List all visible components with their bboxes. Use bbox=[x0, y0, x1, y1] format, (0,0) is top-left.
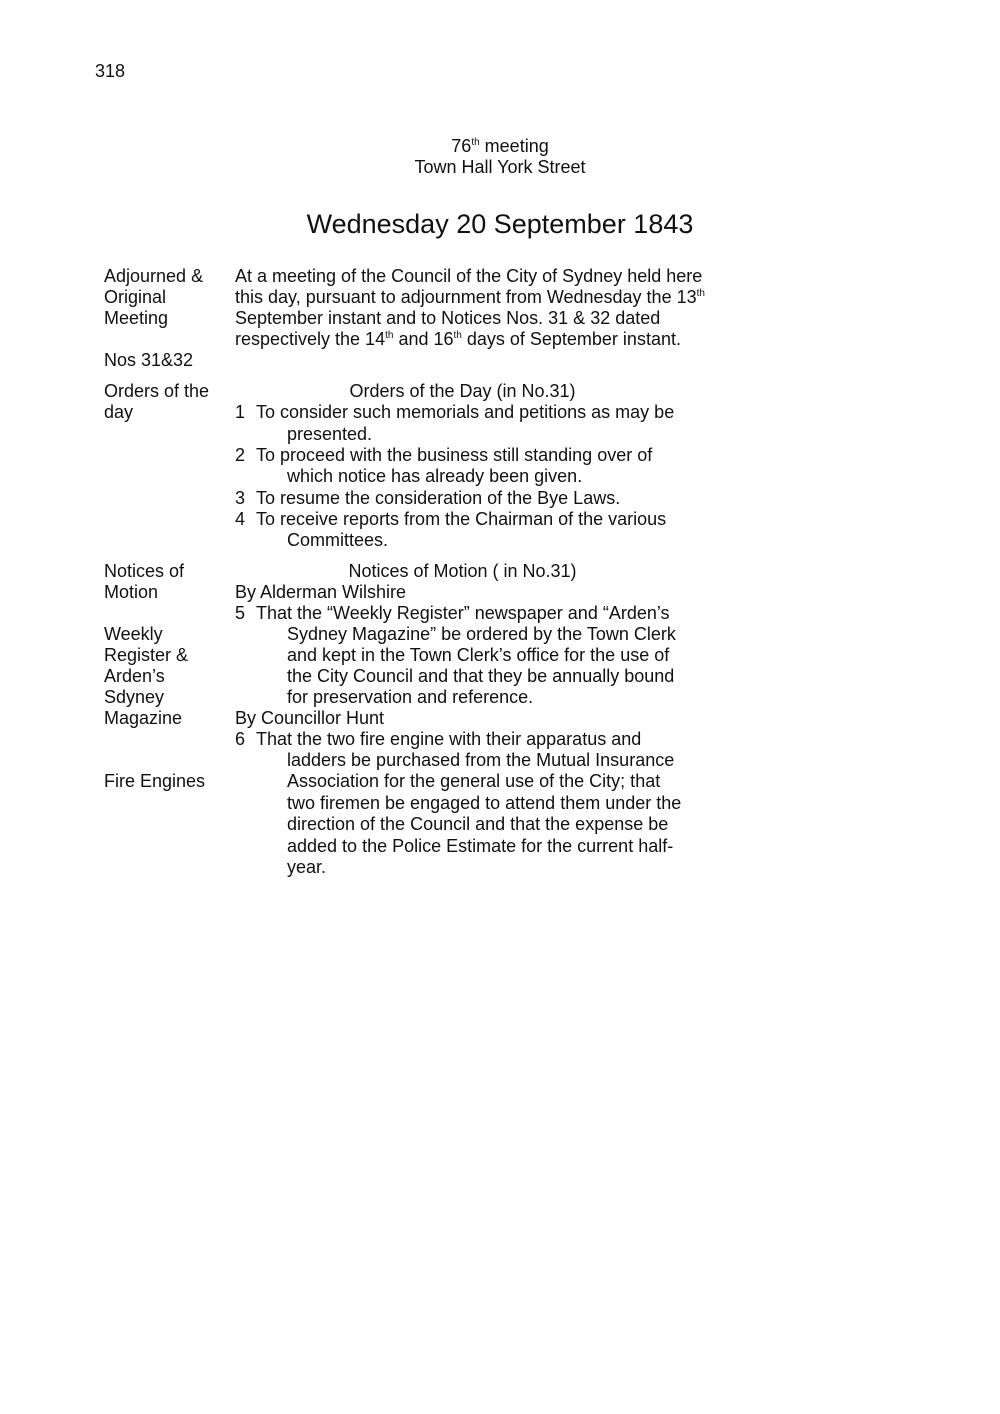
intro-line-3: September instant and to Notices Nos. 31 & 32 dated bbox=[235, 308, 661, 328]
margin-note-fire-engines: Fire Engines bbox=[104, 771, 206, 791]
page-number: 318 bbox=[95, 61, 126, 81]
margin-note-original: Original bbox=[104, 287, 167, 307]
margin-note-ardens: Arden’s bbox=[104, 666, 165, 686]
notice-6-number: 6 bbox=[235, 729, 246, 749]
margin-note-weekly: Weekly bbox=[104, 624, 163, 644]
notice-6-line-4: two firemen be engaged to attend them under the bbox=[287, 793, 682, 813]
notice-5-line-2: Sydney Magazine” be ordered by the Town Clerk bbox=[287, 624, 676, 644]
margin-note-magazine: Magazine bbox=[104, 708, 183, 728]
margin-note-notices: Notices of bbox=[104, 561, 185, 581]
notice-6-line-6: added to the Police Estimate for the current half- bbox=[287, 836, 674, 856]
notice-6-line-1: That the two fire engine with their apparatus and bbox=[256, 729, 642, 749]
notice-6-line-3: Association for the general use of the City; that bbox=[287, 771, 661, 791]
meeting-ordinal-suffix: th bbox=[471, 137, 480, 148]
margin-note-sdyney: Sdyney bbox=[104, 687, 165, 707]
intro-line-4-sup-1: th bbox=[385, 330, 394, 341]
order-4-line-2: Committees. bbox=[287, 530, 389, 550]
notice-5-line-4: the City Council and that they be annually bound bbox=[287, 666, 675, 686]
intro-line-2-text: this day, pursuant to adjournment from Wednesday the 13 bbox=[235, 287, 697, 307]
margin-note-adjourned: Adjourned & bbox=[104, 266, 204, 286]
venue-heading: Town Hall York Street bbox=[414, 157, 586, 177]
intro-line-2-sup: th bbox=[696, 288, 705, 299]
order-2-number: 2 bbox=[235, 445, 246, 465]
intro-line-4-c: days of September instant. bbox=[461, 329, 681, 349]
order-1-line-2: presented. bbox=[287, 424, 373, 444]
meeting-word: meeting bbox=[484, 136, 549, 156]
notice-6-line-5: direction of the Council and that the expense be bbox=[287, 814, 669, 834]
intro-line-1: At a meeting of the Council of the City of Sydney held here bbox=[235, 266, 703, 286]
notice-6-line-7: year. bbox=[287, 857, 327, 877]
margin-note-motion: Motion bbox=[104, 582, 159, 602]
order-3-number: 3 bbox=[235, 488, 246, 508]
intro-line-4-b: and 16 bbox=[393, 329, 454, 349]
order-4-line-1: To receive reports from the Chairman of the various bbox=[256, 509, 667, 529]
margin-note-orders-day: day bbox=[104, 402, 134, 422]
order-1-line-1: To consider such memorials and petitions as may be bbox=[256, 402, 675, 422]
notice-5-line-5: for preservation and reference. bbox=[287, 687, 534, 707]
order-4-number: 4 bbox=[235, 509, 246, 529]
notice-5-line-1: That the “Weekly Register” newspaper and “Arden’s bbox=[256, 603, 670, 623]
meeting-ordinal: 76 bbox=[451, 136, 472, 156]
order-2-line-1: To proceed with the business still standing over of bbox=[256, 445, 653, 465]
meeting-heading bbox=[0, 136, 1000, 157]
margin-note-nos: Nos 31&32 bbox=[104, 350, 194, 370]
order-2-line-2: which notice has already been given. bbox=[287, 466, 583, 486]
intro-line-4-a: respectively the 14 bbox=[235, 329, 386, 349]
notices-heading: Notices of Motion ( in No.31) bbox=[348, 561, 577, 581]
notice-5-number: 5 bbox=[235, 603, 246, 623]
order-1-number: 1 bbox=[235, 402, 246, 422]
orders-heading: Orders of the Day (in No.31) bbox=[349, 381, 576, 401]
intro-line-2 bbox=[235, 287, 705, 308]
by-councillor-hunt: By Councillor Hunt bbox=[235, 708, 385, 728]
intro-line-4 bbox=[235, 329, 681, 350]
margin-note-orders: Orders of the bbox=[104, 381, 210, 401]
margin-note-meeting: Meeting bbox=[104, 308, 169, 328]
order-3-line-1: To resume the consideration of the Bye Laws. bbox=[256, 488, 621, 508]
intro-line-4-sup-2: th bbox=[453, 330, 462, 341]
notice-6-line-2: ladders be purchased from the Mutual Insurance bbox=[287, 750, 675, 770]
margin-note-register: Register & bbox=[104, 645, 189, 665]
by-alderman-wilshire: By Alderman Wilshire bbox=[235, 582, 407, 602]
date-heading: Wednesday 20 September 1843 bbox=[306, 209, 694, 239]
notice-5-line-3: and kept in the Town Clerk’s office for the use of bbox=[287, 645, 670, 665]
